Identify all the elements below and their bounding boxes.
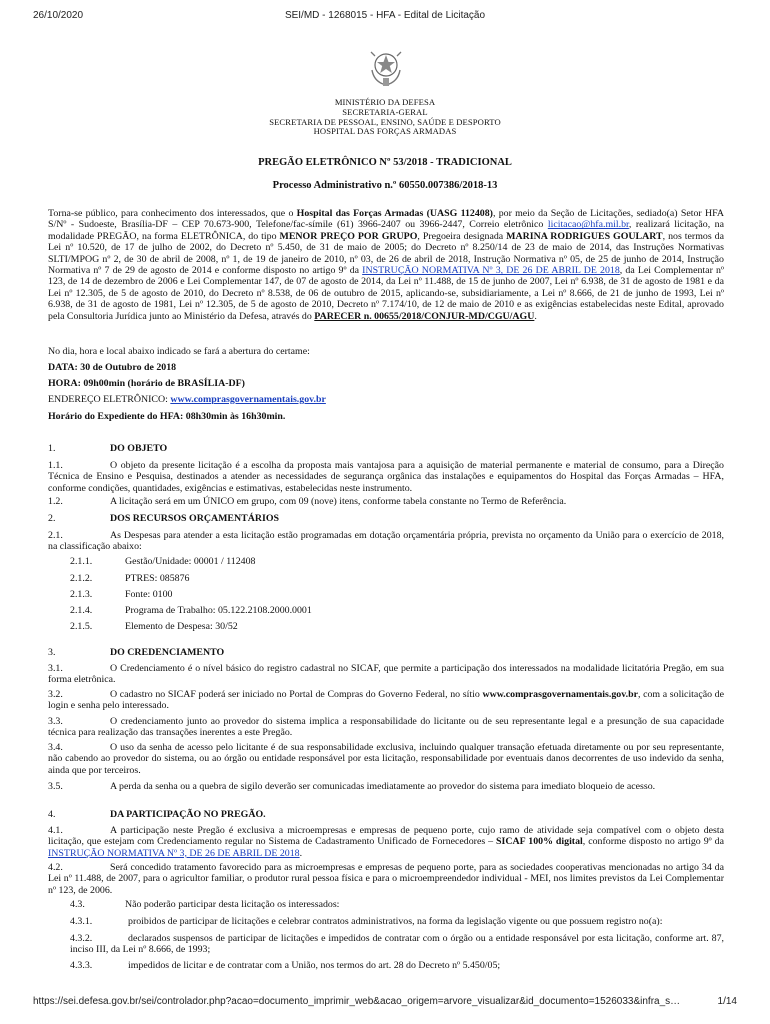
- print-doc-title: SEI/MD - 1268015 - HFA - Edital de Licitação: [284, 10, 486, 21]
- clause: 3.3. O credenciamento junto ao provedor do sistema implica a responsabilidade do licitante ou de seu representante legal e a presunção de sua capacidade técnica para realização das transações inerentes a este Pregão.: [48, 716, 724, 739]
- document-title: PREGÃO ELETRÔNICO Nº 53/2018 - TRADICIONAL: [258, 157, 512, 168]
- print-url: https://sei.defesa.gov.br/sei/controlador.php?acao=documento_imprimir_web&acao_origem=arvore_visualizar&id_documento=1526033&infra_s…: [33, 996, 681, 1007]
- sub-clause: 4.3.1. proibidos de participar de licitações e celebrar contratos administrativos, na forma da legislação vigente ou que possuem registro no(a):: [70, 916, 663, 927]
- clause: 1.1. O objeto da presente licitação é a escolha da proposta mais vantajosa para a aquisição de material permanente e material de consumo, para a Direção Técnica de Ensino e Pesquisa, destinados a atender as necessidades de segurança orgânica das instalações e equipamentos do Hospital das Forças Armadas – HFA, conforme condições, quantidades, exigências e estimativas, estabelecidas neste instrumento.: [48, 460, 724, 494]
- opening-line: No dia, hora e local abaixo indicado se fará a abertura do certame:: [48, 346, 310, 357]
- page-number: 1/14: [717, 996, 737, 1007]
- org-line: MINISTÉRIO DA DEFESA: [334, 97, 436, 107]
- clause: 1.2. A licitação será em um ÚNICO em grupo, com 09 (nove) itens, conforme tabela constante no Termo de Referência.: [48, 496, 567, 507]
- org-line: HOSPITAL DAS FORÇAS ARMADAS: [313, 126, 457, 137]
- intro-paragraph: Torna-se público, para conhecimento dos interessados, que o Hospital das Forças Armadas (UASG 112408), por meio da Seção de Licitações, sediado(a) Setor HFA S/Nº - Sudoeste, Brasília-DF – CEP 70.673-900, Telefone/fac-símile (61) 3966-2407 ou 3966-2447, Correio eletrônico licitacao@hfa.mil.br, realizará licitação, na modalidade PREGÃO, na forma ELETRÔNICA, do tipo MENOR PREÇO POR GRUPO, Pregoeira designada MARINA RODRIGUES GOULART, nos termos da Lei nº 10.520, de 17 de julho de 2002, do Decreto nº 5.450, de 31 de maio de 2005; do Decreto nº 8.250/14 de 23 de maio de 2014, das Instruções Normativas SLTI/MPOG nº 2, de 30 de abril de 2008, nº 1, de 19 de janeiro de 2010, nº 03, de 26 de abril de 2018, Instrução Normativa nº 05, de 25 de junho de 2014, Instrução Normativa nº 7 de 29 de agosto de 2014 e conforme disposto no artigo 9º da INSTRUÇÃO NORMATIVA Nº 3, DE 26 DE ABRIL DE 2018, da Lei Complementar nº 123, de 14 de dezembro de 2006 e Lei Complementar 147, de 07 de agosto de 2014, da Lei nº 11.488, de 15 de junho de 2007, Lei nº 6.938, de 31 de agosto de 1981 e da Lei nº 12.305, de 5 de agosto de 2010, do Decreto nº 8.538, de 06 de outubro de 2015, aplicando-se, subsidiariamente, a Lei nº 8.666, de 21 de junho de 1993, Lei nº 6.938, de 31 de agosto de 1981, Lei nº 12.305, de 5 de agosto de 2010, Decreto nº 7.174/10, de 12 de maio de 2010 e as exigências estabelecidas neste Edital, aprovado pela Consultoria Jurídica junto ao Ministério da Defesa, através do PARECER n. 00655/2018/CONJUR-MD/CGU/AGU.: [48, 208, 724, 322]
- opening-time: HORA: 09h00min (horário de BRASÍLIA-DF): [48, 378, 245, 389]
- sub-clause: 4.3.2. declarados suspensos de participar de licitações e impedidos de contratar com o órgão ou a entidade responsável por esta licitação, conforme art. 87, inciso III, da Lei nº 8.666, de 1993;: [70, 933, 724, 956]
- coat-of-arms-icon: [368, 48, 404, 88]
- org-line: SECRETARIA-GERAL: [342, 106, 428, 117]
- clause: 2.1. As Despesas para atender a esta licitação estão programadas em dotação orçamentária própria, prevista no orçamento da União para o exercício de 2018, na classificação abaixo:: [48, 530, 724, 553]
- clause: 3.4. O uso da senha de acesso pelo licitante é de sua responsabilidade exclusiva, incluindo qualquer transação efetuada diretamente ou por seu representante, não cabendo ao provedor do sistema, ou ao órgão ou entidade responsável por esta licitação, responsabilidade por eventuais danos decorrentes de uso indevido da senha, ainda que por terceiros.: [48, 742, 724, 776]
- office-hours: Horário do Expediente do HFA: 08h30min às 16h30min.: [48, 411, 286, 422]
- clause: 4.1. A participação neste Pregão é exclusiva a microempresas e empresas de pequeno porte, cujo ramo de atividade seja compatível com o objeto desta licitação, que estejam com Credenciamento regular no Sistema de Cadastramento Unificado de Fornecedores – SICAF 100% digital, conforme disposto no artigo 9º da INSTRUÇÃO NORMATIVA Nº 3, DE 26 DE ABRIL DE 2018.: [48, 825, 724, 859]
- process-number: Processo Administrativo n.º 60550.007386/2018-13: [272, 180, 498, 191]
- clause: 3.5. A perda da senha ou a quebra de sigilo deverão ser comunicadas imediatamente ao provedor do sistema para imediato bloqueio de acesso.: [48, 781, 656, 792]
- normative-instruction-link[interactable]: INSTRUÇÃO NORMATIVA Nº 3, DE 26 DE ABRIL DE 2018: [362, 265, 620, 277]
- opening-date: DATA: 30 de Outubro de 2018: [48, 362, 177, 373]
- normative-instruction-link[interactable]: INSTRUÇÃO NORMATIVA Nº 3, DE 26 DE ABRIL DE 2018: [48, 847, 300, 859]
- comprasnet-link[interactable]: www.comprasgovernamentais.gov.br: [170, 394, 326, 405]
- clause: 3.1. O Credenciamento é o nível básico do registro cadastral no SICAF, que permite a participação dos interessados na modalidade licitatória Pregão, em sua forma eletrônica.: [48, 663, 724, 686]
- clause: 3.2. O cadastro no SICAF poderá ser iniciado no Portal de Compras do Governo Federal, no sítio www.comprasgovernamentais.gov.br, com a solicitação de login e senha pelo interessado.: [48, 689, 724, 712]
- organization-header: [0, 98, 770, 137]
- org-line: SECRETARIA DE PESSOAL, ENSINO, SAÚDE E DESPORTO: [269, 116, 501, 127]
- email-link[interactable]: licitacao@hfa.mil.br: [547, 219, 629, 231]
- opening-address: ENDEREÇO ELETRÔNICO: www.comprasgovernamentais.gov.br: [48, 394, 326, 405]
- clause: 4.2. Será concedido tratamento favorecido para as microempresas e empresas de pequeno porte, para as sociedades cooperativas mencionadas no artigo 34 da Lei nº 11.488, de 2007, para o agricultor familiar, o produtor rural pessoa física e para o microempreendedor individual - MEI, nos limites previstos da Lei Complementar nº 123, de 2006.: [48, 862, 724, 896]
- print-date: 26/10/2020: [33, 10, 84, 21]
- sub-clause: 4.3.3. impedidos de licitar e de contratar com a União, nos termos do art. 28 do Decreto nº 5.450/05;: [70, 960, 501, 971]
